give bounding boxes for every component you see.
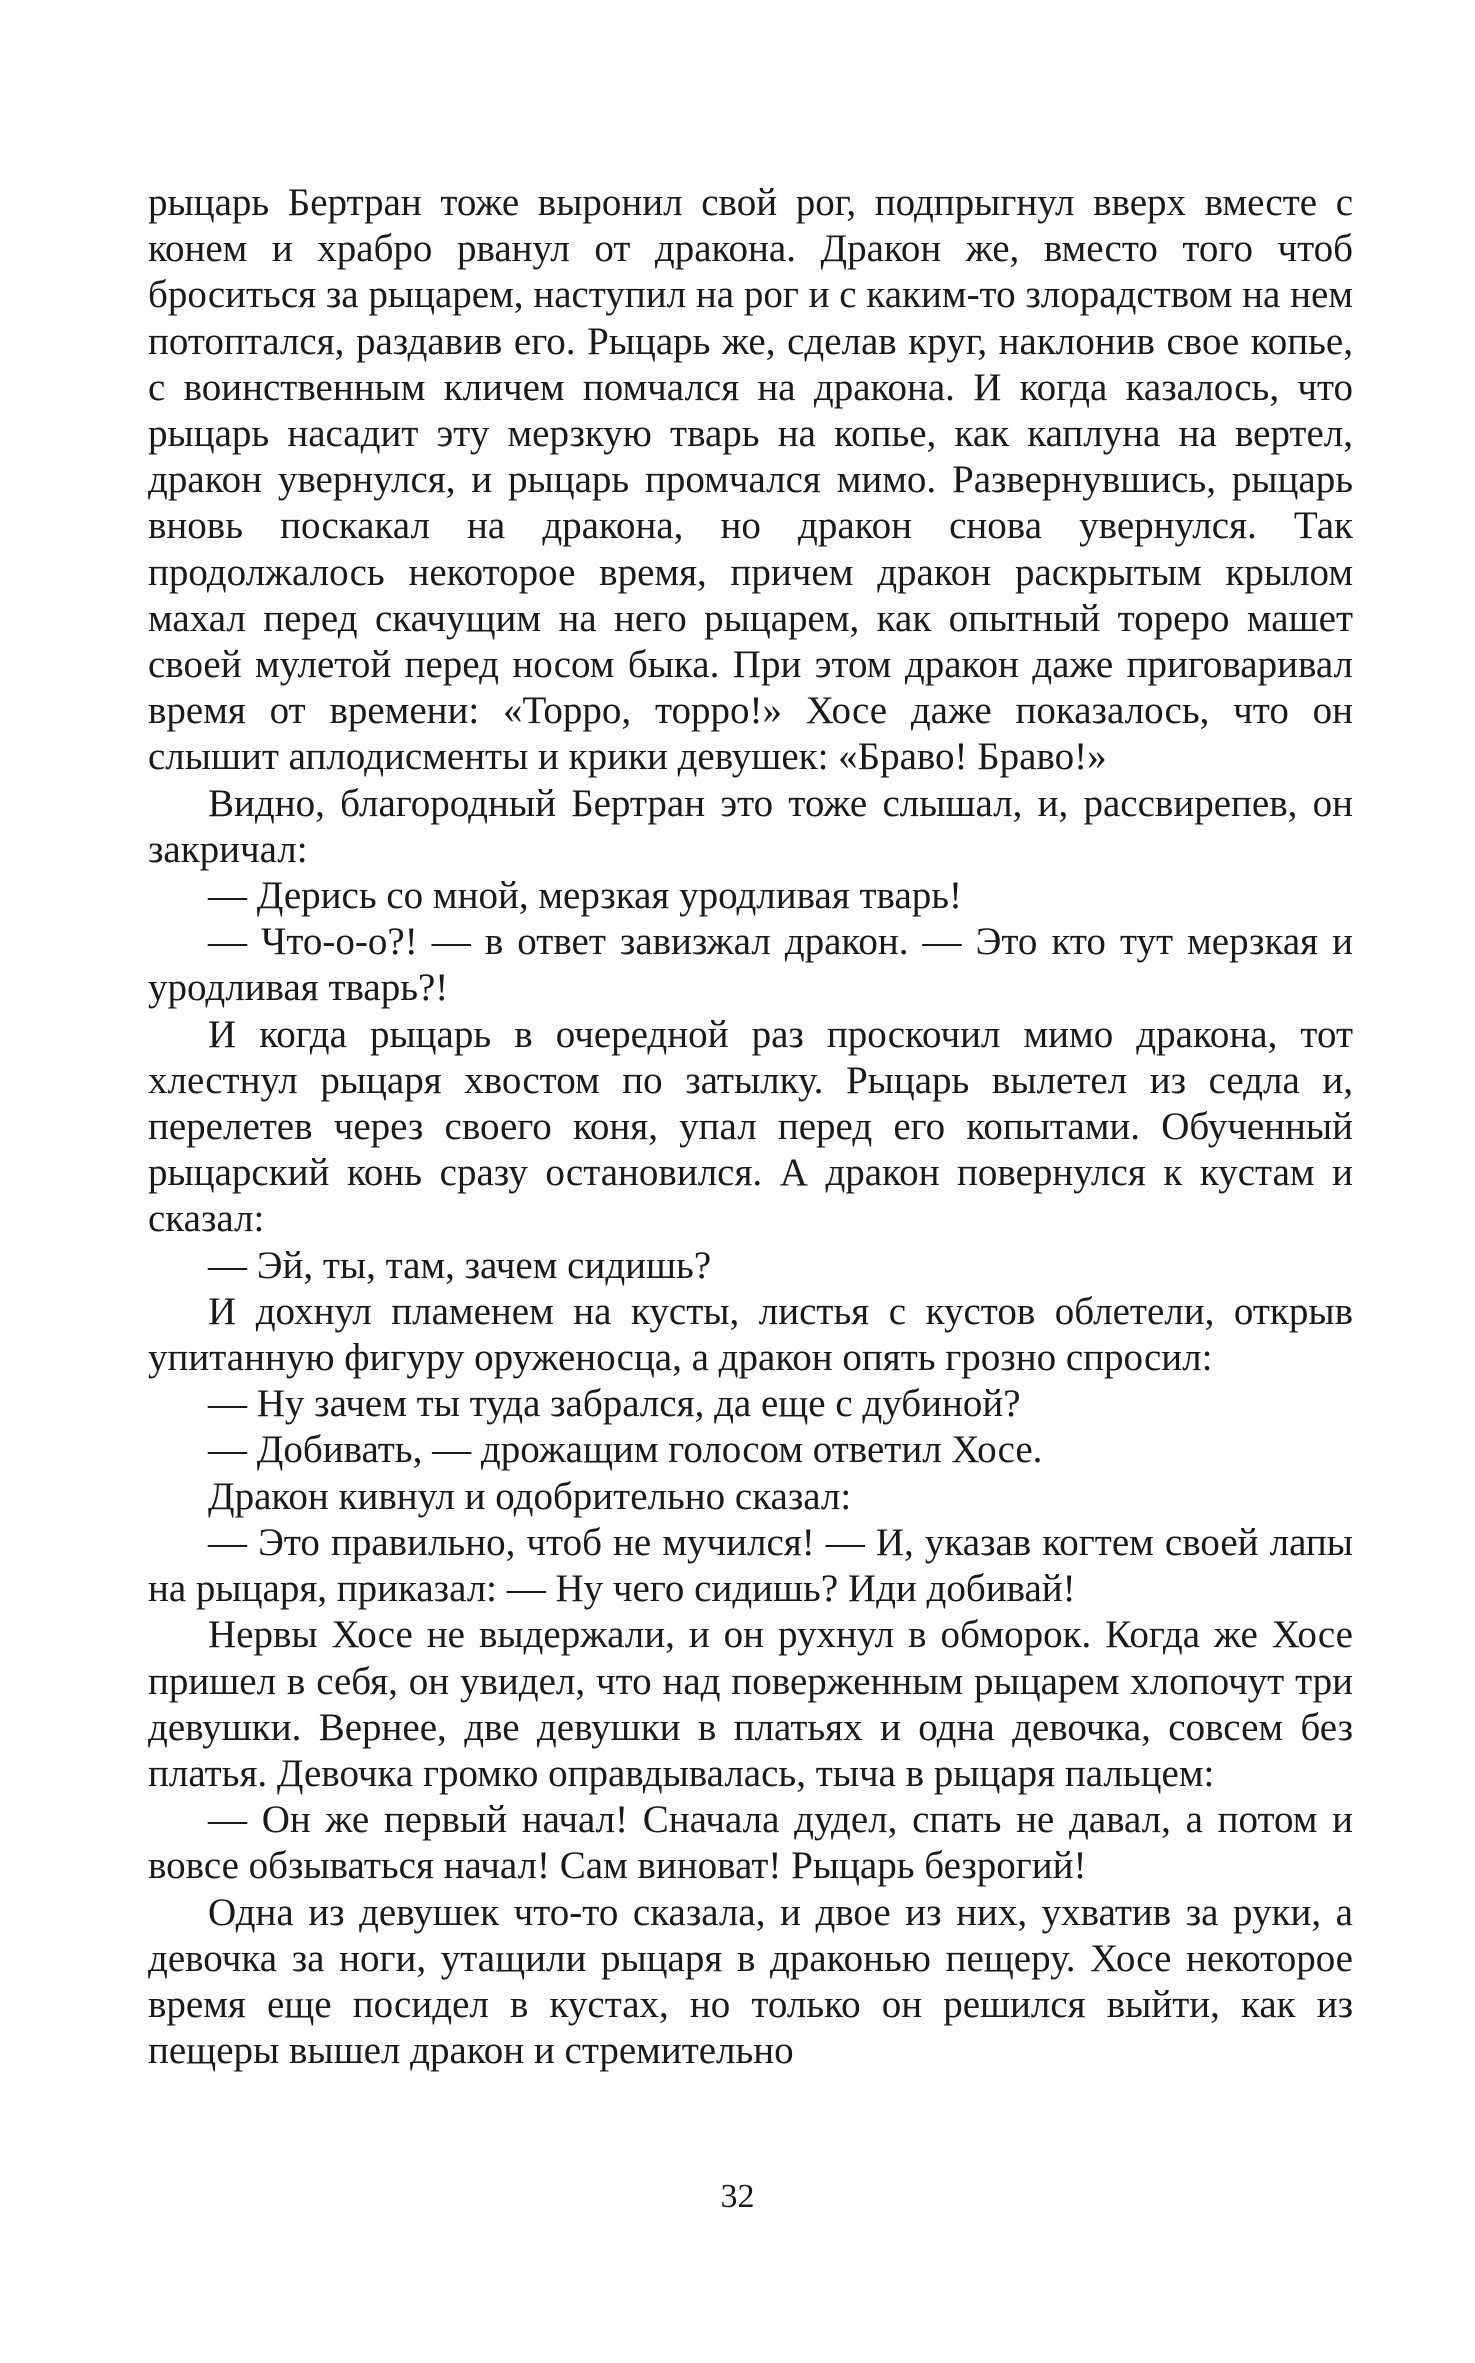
paragraph: И дохнул пламенем на кусты, листья с кустов облетели, открыв упитанную фигуру оруженосца, а дракон опять грозно спросил: <box>148 1289 1353 1380</box>
dialogue-line: — Добивать, — дрожащим голосом ответил Хосе. <box>208 1428 1043 1472</box>
paragraph: Одна из девушек что-то сказала, и двое из них, ухватив за руки, а девочка за ноги, утащили рыцаря в драконью пещеру. Хосе некоторое время еще посидел в кустах, но только он решился выйти, как из пещеры вышел дракон и стремительно <box>148 1890 1353 2073</box>
dialogue-line: — Он же первый начал! Сначала дудел, спать не давал, а потом и вовсе обзываться начал! Сам виноват! Рыцарь безрогий! <box>148 1798 1353 1888</box>
paragraph: Дракон кивнул и одобрительно сказал: <box>208 1474 852 1518</box>
paragraph: Видно, благородный Бертран это тоже слышал, и, рассвирепев, он закричал: <box>148 781 1353 871</box>
dialogue-line: — Ну зачем ты туда забрался, да еще с дубиной? <box>208 1382 1021 1426</box>
dialogue-line: — Что-о-о?! — в ответ завизжал дракон. — Это кто тут мерзкая и уродливая тварь?! <box>148 920 1353 1010</box>
paragraph: Нервы Хосе не выдержали, и он рухнул в обморок. Когда же Хосе пришел в себя, он увидел, что над поверженным рыцарем хлопочут три девушки. Вернее, две девушки в платьях и одна девочка, совсем без платья. Девочка громко оправдывалась, тыча в рыцаря пальцем: <box>148 1613 1353 1795</box>
body-text <box>148 180 1353 2074</box>
page-number: 32 <box>720 2178 755 2215</box>
dialogue-line: — Дерись со мной, мерзкая уродливая тварь! <box>208 874 963 918</box>
paragraph: рыцарь Бертран тоже выронил свой рог, подпрыгнул вверх вместе с конем и храбро рванул от дракона. Дракон же, вместо того чтоб броситься за рыцарем, наступил на рог и с каким-то злорадством на нем потоптался, раздавив его. Рыцарь же, сделав круг, наклонив свое копье, с воинственным кличем помчался на дракона. И когда казалось, что рыцарь насадит эту мерзкую тварь на копье, как каплуна на вертел, дракон увернулся, и рыцарь промчался мимо. Развернувшись, рыцарь вновь поскакал на дракона, но дракон снова увернулся. Так продолжалось некоторое время, причем дракон раскрытым крылом махал перед скачущим на него рыцарем, как опытный тореро машет своей мулетой перед носом быка. При этом дракон даже приговаривал время от времени: «Торро, торро!» Хосе даже показалось, что он слышит аплодисменты и крики девушек: «Браво! Браво!» <box>148 181 1353 779</box>
dialogue-line: — Эй, ты, там, зачем сидишь? <box>208 1243 712 1287</box>
dialogue-line: — Это правильно, чтоб не мучился! — И, указав когтем своей лапы на рыцаря, приказал: — Ну чего сидишь? Иди добивай! <box>148 1520 1353 1611</box>
paragraph: И когда рыцарь в очередной раз проскочил мимо дракона, тот хлестнул рыцаря хвостом по затылку. Рыцарь вылетел из седла и, перелетев через своего коня, упал перед его копытами. Обученный рыцарский конь сразу остановился. А дракон повернулся к кустам и сказал: <box>148 1012 1353 1241</box>
